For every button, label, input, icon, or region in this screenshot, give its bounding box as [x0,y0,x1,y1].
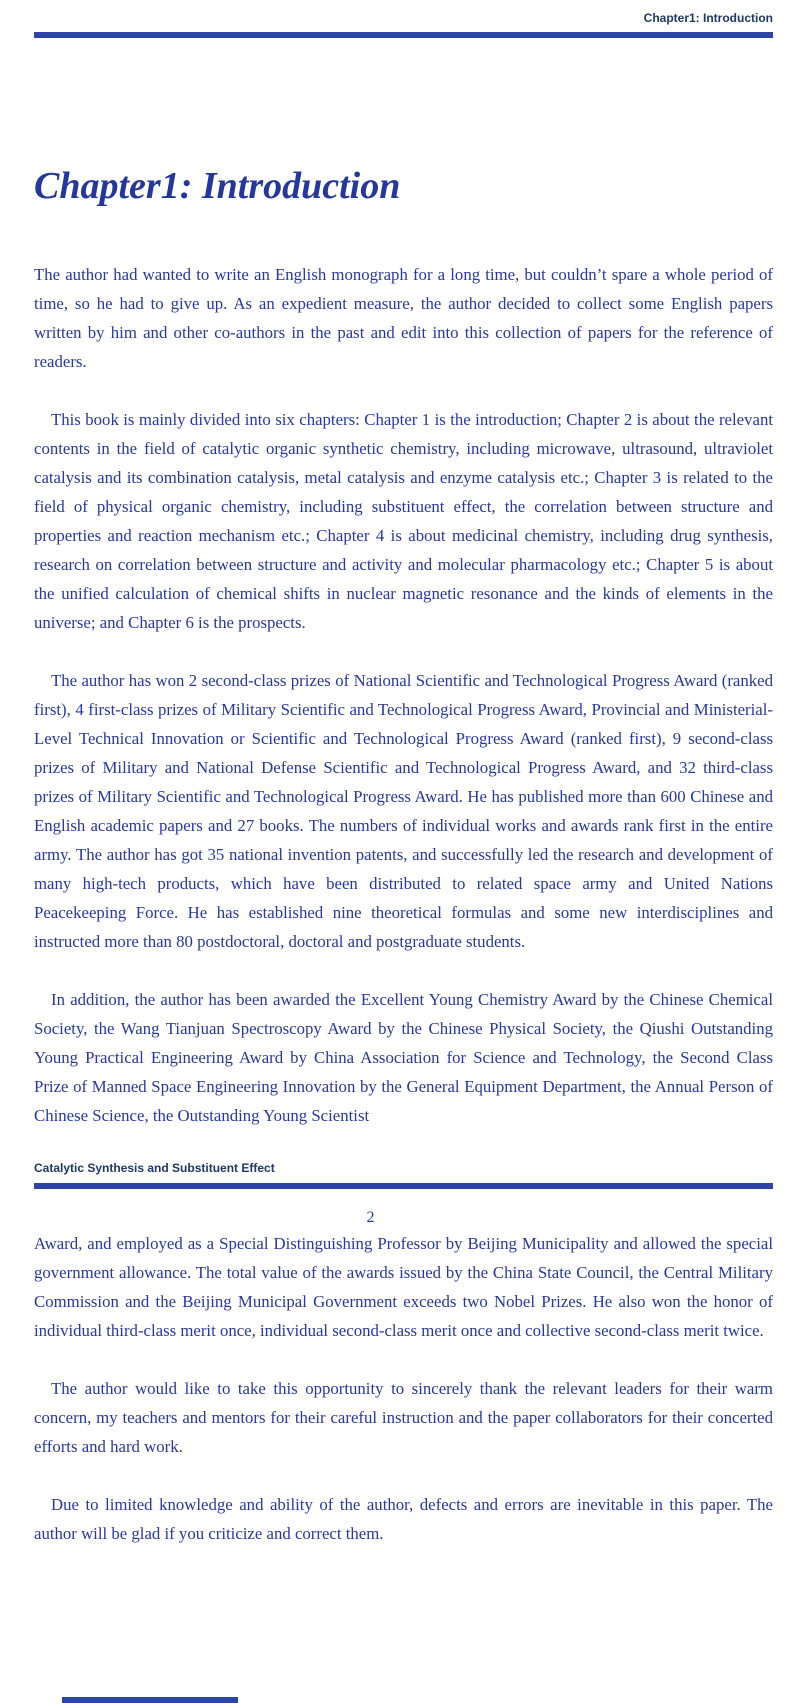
running-header-page2: Catalytic Synthesis and Substituent Effect [34,1161,275,1175]
chapter-title: Chapter1: Introduction [34,165,401,207]
paragraph-book-structure: This book is mainly divided into six chapters: Chapter 1 is the introduction; Chapter 2 is about the relevant contents in the field of catalytic organic synthetic chemistry, including microwave, ultrasound, ultraviolet catalysis and its combination catalysis, metal catalysis and enzyme catalysis etc.; Chapter 3 is related to the field of physical organic chemistry, including substituent effect, the correlation between structure and properties and reaction mechanism etc.; Chapter 4 is about medicinal chemistry, including drug synthesis, research on correlation between structure and activity and molecular pharmacology etc.; Chapter 5 is about the unified calculation of chemical shifts in nuclear magnetic resonance and the kinds of elements in the universe; and Chapter 6 is the prospects. [34,410,773,632]
header-rule-page2 [34,1183,773,1189]
paragraph-apology: Due to limited knowledge and ability of the author, defects and errors are inevitable in this paper. The author will be glad if you criticize and correct them. [34,1495,773,1543]
paragraph-honors-continued: Award, and employed as a Special Distinguishing Professor by Beijing Municipality and allowed the special government allowance. The total value of the awards issued by the China State Council, the Central Military Commission and the Beijing Municipal Government exceeds two Nobel Prizes. He also won the honor of individual third-class merit once, individual second-class merit once and collective second-class merit twice. [34,1234,773,1340]
paragraph-intro: The author had wanted to write an English monograph for a long time, but couldn’t spare a whole period of time, so he had to give up. As an expedient measure, the author decided to collect some English papers written by him and other co-authors in the past and edit into this collection of papers for the reference of readers. [34,265,773,371]
running-header-page1: Chapter1: Introduction [643,11,773,25]
paragraph-awards: The author has won 2 second-class prizes of National Scientific and Technological Progress Award (ranked first), 4 first-class prizes of Military Scientific and Technological Progress Award, Provincial and Ministerial-Level Technical Innovation or Scientific and Technological Progress Award (ranked first), 9 second-class prizes of Military and National Defense Scientific and Technological Progress Award, and 32 third-class prizes of Military Scientific and Technological Progress Award. He has published more than 600 Chinese and English academic papers and 27 books. The numbers of individual works and awards rank first in the entire army. The author has got 35 national invention patents, and successfully led the research and development of many high-tech products, which have been distributed to related space army and United Nations Peacekeeping Force. He has established nine theoretical formulas and some new interdisciplines and instructed more than 80 postdoctoral, doctoral and postgraduate students. [34,671,773,951]
page-number: 2 [366,1209,375,1226]
header-rule-page1 [34,32,773,38]
paragraph-honors: In addition, the author has been awarded the Excellent Young Chemistry Award by the Chinese Chemical Society, the Wang Tianjuan Spectroscopy Award by the Chinese Physical Society, the Qiushi Outstanding Young Practical Engineering Award by China Association for Science and Technology, the Second Class Prize of Manned Space Engineering Innovation by the General Equipment Department, the Annual Person of Chinese Science, the Outstanding Young Scientist [34,990,773,1125]
paragraph-thanks: The author would like to take this opportunity to sincerely thank the relevant leaders for their warm concern, my teachers and mentors for their careful instruction and the paper collaborators for their concerted efforts and hard work. [34,1379,773,1456]
page2-first-block [34,1209,773,1345]
partial-bottom-rule [62,1697,238,1703]
